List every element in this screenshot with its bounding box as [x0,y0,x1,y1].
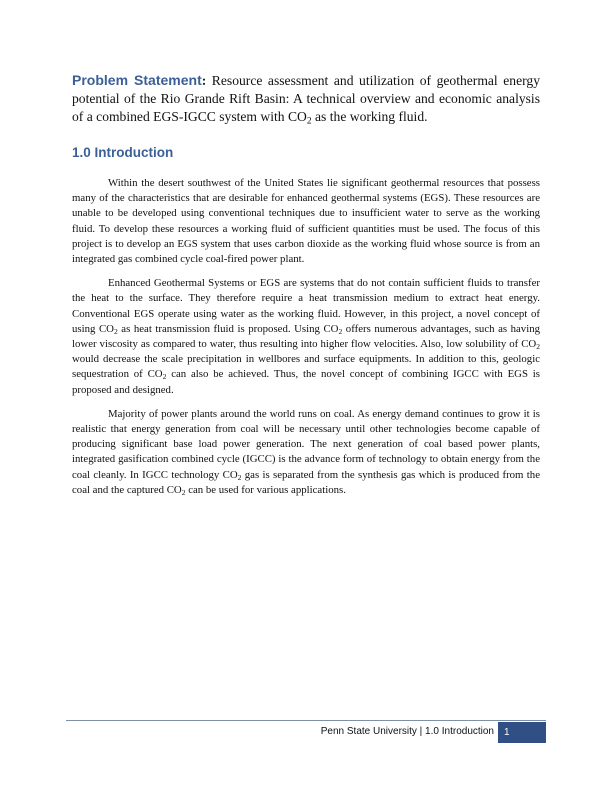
problem-statement-label: Problem Statement [72,72,202,88]
p2-segment: would decrease the scale precipitation in wellbores and surface equipments. In addition to this, geologic sequestration of CO [72,353,540,381]
subscript: 2 [338,326,343,336]
body-text [72,176,540,507]
subscript: 2 [237,472,242,482]
subscript: 2 [306,116,312,127]
p2-segment: Enhanced Geothermal Systems or EGS are systems that do not contain sufficient fluids to transfer the heat to the surface. They therefore require a heat transmission medium to extract heat energy. Conventional EGS operate using water as the working fluid. However, in this project, a novel concept of using CO [72,277,540,335]
p3-segment: gas is separated from the synthesis gas which is produced from the coal and the captured CO [72,468,540,496]
footer-divider [66,720,546,721]
subscript: 2 [181,487,186,497]
section-heading: 1.0 Introduction [72,145,174,160]
paragraph-3 [72,407,540,498]
problem-statement-colon: : [201,73,207,88]
p2-segment: offers numerous advantages, such as having lower viscosity as compared to water, thus resulting into higher flow velocities. Also, low solubility of CO [72,322,541,351]
paragraph-2 [72,276,540,398]
problem-statement [72,71,540,126]
p2-segment: as heat transmission fluid is proposed. Using CO [117,322,339,335]
subscript: 2 [162,372,167,382]
paragraph-1: Within the desert southwest of the United States lie significant geothermal resources that possess many of the characteristics that are desirable for enhanced geothermal systems (EGS). These resources are unable to be developed using conventional techniques due to insufficient water to serve as the working fluid. To develop these resources a working fluid of sufficient quantities must be used. The focus of this project is to develop an EGS system that uses carbon dioxide as the working fluid whose source is from an integrated gas combined cycle coal-fired power plant. [72,177,540,266]
p2-segment: can also be achieved. Thus, the novel concept of combining IGCC with EGS is proposed and designed. [72,368,541,396]
problem-statement-text-end: as the working fluid. [311,109,428,124]
problem-statement-text: Resource assessment and utilization of geothermal energy potential of the Rio Grande Rift Basin: A technical overview and economic analysis of a combined EGS-IGCC system with CO [72,73,540,124]
p3-segment: Majority of power plants around the world runs on coal. As energy demand continues to grow it is realistic that energy generation from coal will be necessary until other technologies become capable of producing significant base load power generation. The next generation of coal based power plants, integrated gasification combined cycle (IGCC) is the advance form of technology to obtain energy from the coal cleanly. In IGCC technology CO [72,407,540,481]
page-number: 1 [498,722,546,743]
subscript: 2 [113,326,118,336]
subscript: 2 [536,341,540,351]
footer-text: Penn State University | 1.0 Introduction [320,726,494,737]
p3-segment: can be used for various applications. [185,483,346,496]
